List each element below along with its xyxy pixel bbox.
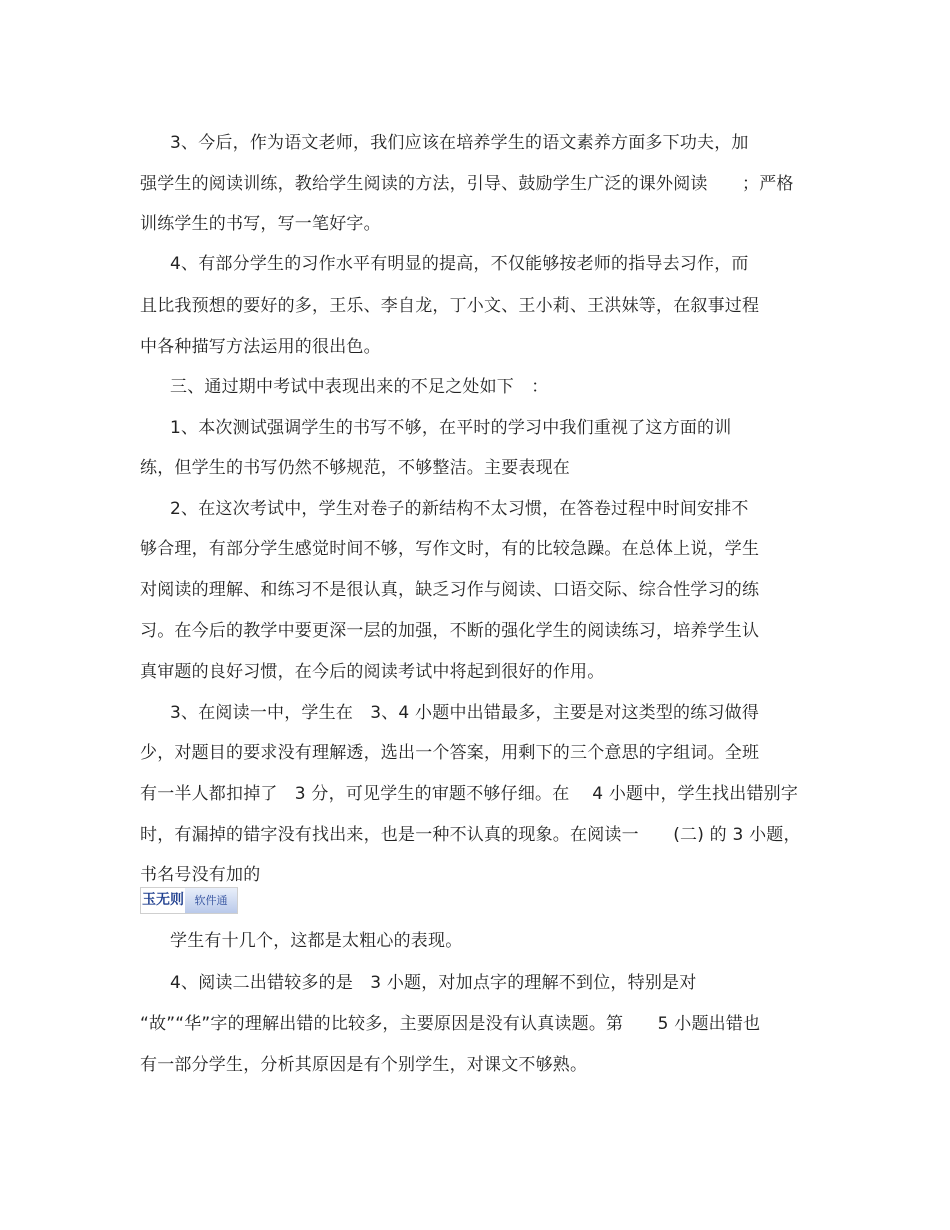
para-line: 3、今后，作为语文老师，我们应该在培养学生的语文素养方面多下功夫，加 [170, 133, 749, 153]
para-line: 有一半人都扣掉了 3 分，可见学生的审题不够仔细。在 4 小题中，学生找出错别字 [140, 784, 799, 804]
para-line: 1、本次测试强调学生的书写不够，在平时的学习中我们重视了这方面的训 [170, 418, 732, 438]
para-line: 强学生的阅读训练，教给学生阅读的方法，引导、鼓励学生广泛的课外阅读 ；严格 [140, 174, 794, 194]
para-line: 学生有十几个，这都是太粗心的表现。 [170, 931, 463, 951]
watermark-logo-right: 软件通 [185, 888, 237, 913]
para-line: 2、在这次考试中，学生对卷子的新结构不太习惯，在答卷过程中时间安排不 [170, 499, 749, 519]
para-line: 时，有漏掉的错字没有找出来，也是一种不认真的现象。在阅读一 (二) 的 3 小题， [140, 825, 801, 845]
para-line: 4、有部分学生的习作水平有明显的提高，不仅能够按老师的指导去习作，而 [170, 254, 749, 274]
para-line: 对阅读的理解、和练习不是很认真，缺乏习作与阅读、口语交际、综合性学习的练 [140, 580, 760, 600]
para-line: 书名号没有加的 [140, 865, 261, 885]
para-line: 够合理，有部分学生感觉时间不够，写作文时，有的比较急躁。在总体上说，学生 [140, 539, 760, 559]
para-line: “故”“华”字的理解出错的比较多，主要原因是没有认真读题。第 5 小题出错也 [140, 1014, 761, 1034]
para-line: 4、阅读二出错较多的是 3 小题，对加点字的理解不到位，特别是对 [170, 973, 697, 993]
watermark-logo-left: 玉无则 [141, 888, 185, 913]
para-line: 练，但学生的书写仍然不够规范，不够整洁。主要表现在 [140, 458, 570, 478]
para-line: 3、在阅读一中，学生在 3、4 小题中出错最多，主要是对这类型的练习做得 [170, 703, 760, 723]
para-line: 真审题的良好习惯，在今后的阅读考试中将起到很好的作用。 [140, 662, 605, 682]
para-line: 有一部分学生，分析其原因是有个别学生，对课文不够熟。 [140, 1055, 588, 1075]
para-line: 习。在今后的教学中要更深一层的加强，不断的强化学生的阅读练习，培养学生认 [140, 621, 760, 641]
section-heading: 三、通过期中考试中表现出来的不足之处如下 ： [170, 377, 549, 397]
watermark-logo [140, 887, 238, 914]
para-line: 中各种描写方法运用的很出色。 [140, 337, 381, 357]
para-line: 训练学生的书写，写一笔好字。 [140, 214, 381, 234]
para-line: 且比我预想的要好的多，王乐、李自龙，丁小文、王小莉、王洪妹等，在叙事过程 [140, 296, 760, 316]
para-line: 少，对题目的要求没有理解透，选出一个答案，用剩下的三个意思的字组词。全班 [140, 743, 760, 763]
